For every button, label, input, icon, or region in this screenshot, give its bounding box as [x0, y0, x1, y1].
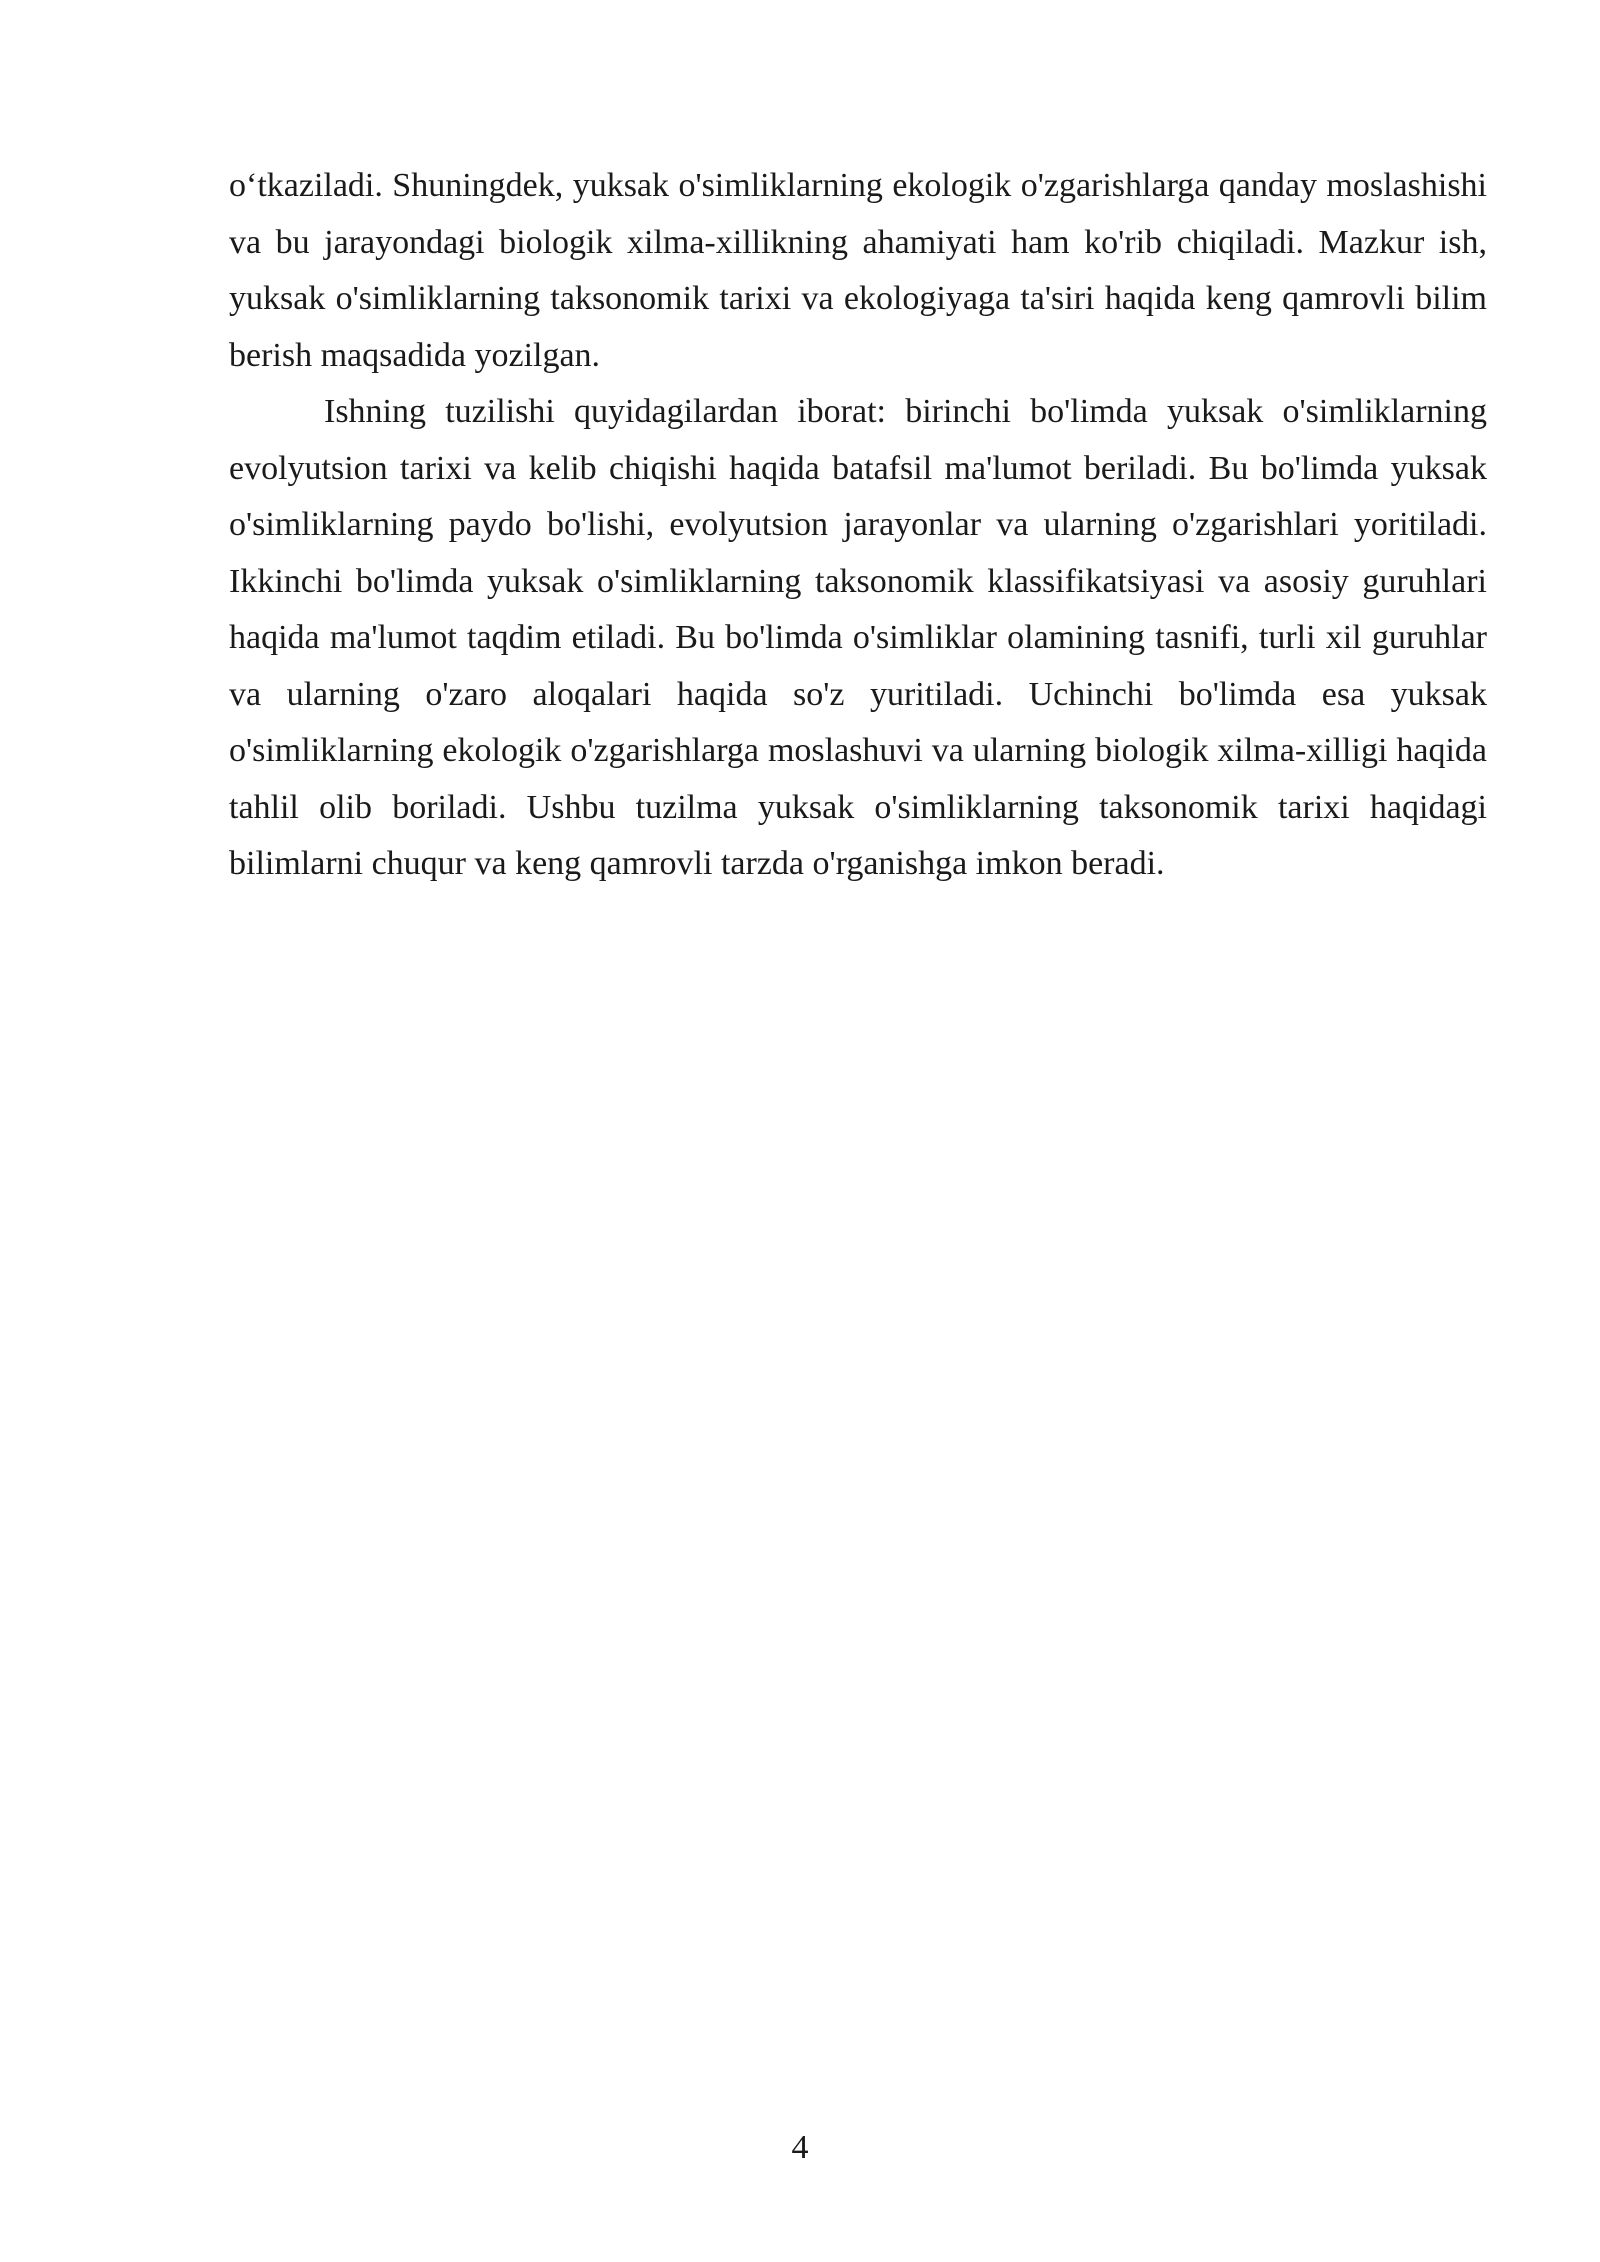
paragraph-continuation: o‘tkaziladi. Shuningdek, yuksak o'simliklarning ekologik o'zgarishlarga qanday moslashishi va bu jarayondagi biologik xilma-xillikning ahamiyati ham ko'rib chiqiladi. Mazkur ish, yuksak o'simliklarning taksonomik tarixi va ekologiyaga ta'siri haqida keng qamrovli bilim berish maqsadida yozilgan. — [229, 167, 1487, 374]
body-text — [229, 158, 1487, 893]
page-number: 4 — [791, 2129, 809, 2166]
paragraph-structure: Ishning tuzilishi quyidagilardan iborat: birinchi bo'limda yuksak o'simliklarning evolyutsion tarixi va kelib chiqishi haqida batafsil ma'lumot beriladi. Bu bo'limda yuksak o'simliklarning paydo bo'lishi, evolyutsion jarayonlar va ularning o'zgarishlari yoritiladi. Ikkinchi bo'limda yuksak o'simliklarning taksonomik klassifikatsiyasi va asosiy guruhlari haqida ma'lumot taqdim etiladi. Bu bo'limda o'simliklar olamining tasnifi, turli xil guruhlar va ularning o'zaro aloqalari haqida so'z yuritiladi. Uchinchi bo'limda esa yuksak o'simliklarning ekologik o'zgarishlarga moslashuvi va ularning biologik xilma-xilligi haqida tahlil olib boriladi. Ushbu tuzilma yuksak o'simliklarning taksonomik tarixi haqidagi bilimlarni chuqur va keng qamrovli tarzda o'rganishga imkon beradi. — [229, 393, 1487, 882]
